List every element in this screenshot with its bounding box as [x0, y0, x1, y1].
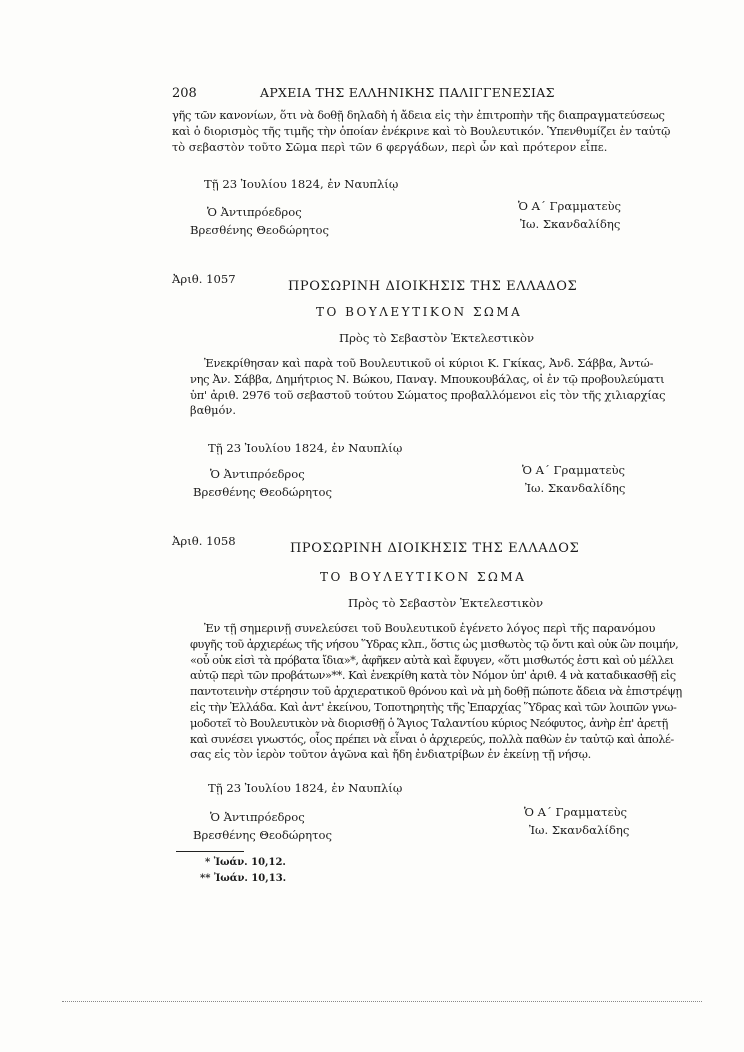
doc1058-addressee: Πρὸς τὸ Σεβαστὸν Ἐκτελεστικὸν: [348, 596, 543, 610]
footnote-rule: [176, 851, 244, 852]
doc1057-sig-left-title: Ὁ Ἀντιπρόεδρος: [210, 467, 305, 481]
running-title: ΑΡΧΕΙΑ ΤΗΣ ΕΛΛΗΝΙΚΗΣ ΠΑΛΙΓΓΕΝΕΣΙΑΣ: [260, 85, 555, 100]
intro-paragraph: [172, 108, 671, 155]
page-number: 208: [172, 86, 197, 101]
intro-line: τὸ σεβαστὸν τοῦτο Σῶμα περὶ τῶν 6 φεργάδων, περὶ ὧν καὶ πρότερον εἶπε.: [172, 139, 608, 154]
doc1057-subheading: ΤΟ ΒΟΥΛΕΥΤΙΚΟΝ ΣΩΜΑ: [316, 305, 523, 319]
doc1058-sig-right-title: Ὁ Α΄ Γραμματεὺς: [524, 805, 628, 819]
intro-sig-left-name: Βρεσθένης Θεοδώρητος: [190, 223, 329, 237]
doc1057-sig-right-title: Ὁ Α΄ Γραμματεὺς: [522, 463, 626, 477]
doc1058-sig-left-name: Βρεσθένης Θεοδώρητος: [193, 828, 332, 842]
doc1057-paragraph: [190, 356, 666, 419]
doc1058-line: μοδοτεῖ τὸ Βουλευτικὸν νὰ διορισθῇ ὁ Ἅγιος Ταλαντίου κύριος Νεόφυτος, ἀνὴρ ἐπ' ἀρετῇ: [190, 715, 668, 730]
intro-sig-left-title: Ὁ Ἀντιπρόεδρος: [207, 205, 302, 219]
intro-sig-right-title: Ὁ Α΄ Γραμματεὺς: [518, 199, 622, 213]
doc1057-date: Τῇ 23 Ἰουλίου 1824, ἐν Ναυπλίῳ: [208, 441, 403, 455]
doc1057-number: Ἀριθ. 1057: [172, 272, 236, 286]
doc1058-number: Ἀριθ. 1058: [172, 534, 236, 548]
doc1058-line: «οὗ οὐκ εἰσὶ τὰ πρόβατα ἴδια»*, ἀφῆκεν αὐτὰ καὶ ἔφυγεν, «ὅτι μισθωτός ἐστι καὶ οὐ μέλλει: [190, 652, 674, 667]
intro-date: Τῇ 23 Ἰουλίου 1824, ἐν Ναυπλίῳ: [204, 177, 399, 191]
doc1057-line: Ἐνεκρίθησαν καὶ παρὰ τοῦ Βουλευτικοῦ οἱ κύριοι Κ. Γκίκας, Ἀνδ. Σάββα, Ἀντώ-: [204, 356, 654, 370]
doc1057-sig-left-name: Βρεσθένης Θεοδώρητος: [193, 485, 332, 499]
doc1057-heading: ΠΡΟΣΩΡΙΝΗ ΔΙΟΙΚΗΣΙΣ ΤΗΣ ΕΛΛΑΔΟΣ: [288, 279, 578, 294]
doc1058-line: αὐτῷ περὶ τῶν προβάτων»**. Καὶ ἐνεκρίθη κατὰ τὸν Νόμον ὑπ' ἀριθ. 4 νὰ καταδικασθῇ εἰς: [190, 668, 676, 683]
intro-line: γῆς τῶν κανονίων, ὅτι νὰ δοθῇ δηλαδὴ ἡ ἄδεια εἰς τὴν ἐπιτροπὴν τῆς διαπραγματεύσεως: [172, 108, 665, 122]
doc1058-heading: ΠΡΟΣΩΡΙΝΗ ΔΙΟΙΚΗΣΙΣ ΤΗΣ ΕΛΛΑΔΟΣ: [290, 541, 580, 556]
doc1058-date: Τῇ 23 Ἰουλίου 1824, ἐν Ναυπλίῳ: [208, 781, 403, 795]
intro-sig-right-name: Ἰω. Σκανδαλίδης: [520, 217, 621, 231]
doc1058-line: Ἐν τῇ σημερινῇ συνελεύσει τοῦ Βουλευτικοῦ ἐγένετο λόγος περὶ τῆς παρανόμου: [204, 621, 656, 635]
doc1057-sig-right-name: Ἰω. Σκανδαλίδης: [525, 481, 626, 495]
doc1057-line: βαθμόν.: [190, 403, 236, 418]
doc1058-line: καὶ συνέσει γνωστός, οἷος πρέπει νὰ εἶναι ὁ ἀρχιερεύς, πολλὰ παθὼν ἐν ταὐτῷ καὶ ἀπολέ-: [190, 731, 674, 746]
doc1057-line: νης Ἀν. Σάββα, Δημήτριος Ν. Βώκου, Παναγ. Μπουκουβάλας, οἱ ἐν τῷ προβουλεύματι: [190, 371, 665, 386]
doc1058-sig-right-name: Ἰω. Σκανδαλίδης: [529, 823, 630, 837]
scan-edge-line: [62, 1001, 702, 1003]
doc1058-line: φυγῆς τοῦ ἀρχιερέως τῆς νήσου Ὕδρας κλπ., ὅστις ὡς μισθωτὸς τῷ ὄντι καὶ οὐκ ὢν ποιμήν,: [190, 636, 679, 651]
doc1058-subheading: ΤΟ ΒΟΥΛΕΥΤΙΚΟΝ ΣΩΜΑ: [320, 570, 527, 584]
doc1058-line: εἰς τὴν Ἑλλάδα. Καὶ ἀντ' ἐκείνου, Τοποτηρητὴς τῆς Ἐπαρχίας Ὕδρας καὶ τῶν λοιπῶν γνω-: [190, 699, 677, 714]
footnote-2: ** Ἰωάν. 10,13.: [200, 873, 287, 884]
intro-line: καὶ ὁ διορισμὸς τῆς τιμῆς τὴν ὁποίαν ἐνέκρινε καὶ τὸ Βουλευτικόν. Ὑπενθυμίζει ἐν ταὐτῷ: [172, 123, 671, 138]
doc1058-line: παντοτεινὴν στέρησιν τοῦ ἀρχιερατικοῦ θρόνου καὶ νὰ μὴ δοθῇ πώποτε ἄδεια νὰ ἐπιστρέψῃ: [190, 684, 682, 699]
doc1058-line: σας εἰς τὸν ἱερὸν τοῦτον ἀγῶνα καὶ ἤδη ἐνδιατρίβων ἐν ἐκείνῃ τῇ νήσῳ.: [190, 747, 591, 762]
doc1057-addressee: Πρὸς τὸ Σεβαστὸν Ἐκτελεστικὸν: [339, 331, 534, 345]
doc1058-paragraph: [190, 621, 682, 763]
doc1057-line: ὑπ' ἀριθ. 2976 τοῦ σεβαστοῦ τούτου Σώματος προβαλλόμενοι εἰς τὸν τῆς χιλιαρχίας: [190, 387, 666, 402]
doc1058-sig-left-title: Ὁ Ἀντιπρόεδρος: [210, 810, 305, 824]
footnote-1: * Ἰωάν. 10,12.: [205, 857, 286, 868]
